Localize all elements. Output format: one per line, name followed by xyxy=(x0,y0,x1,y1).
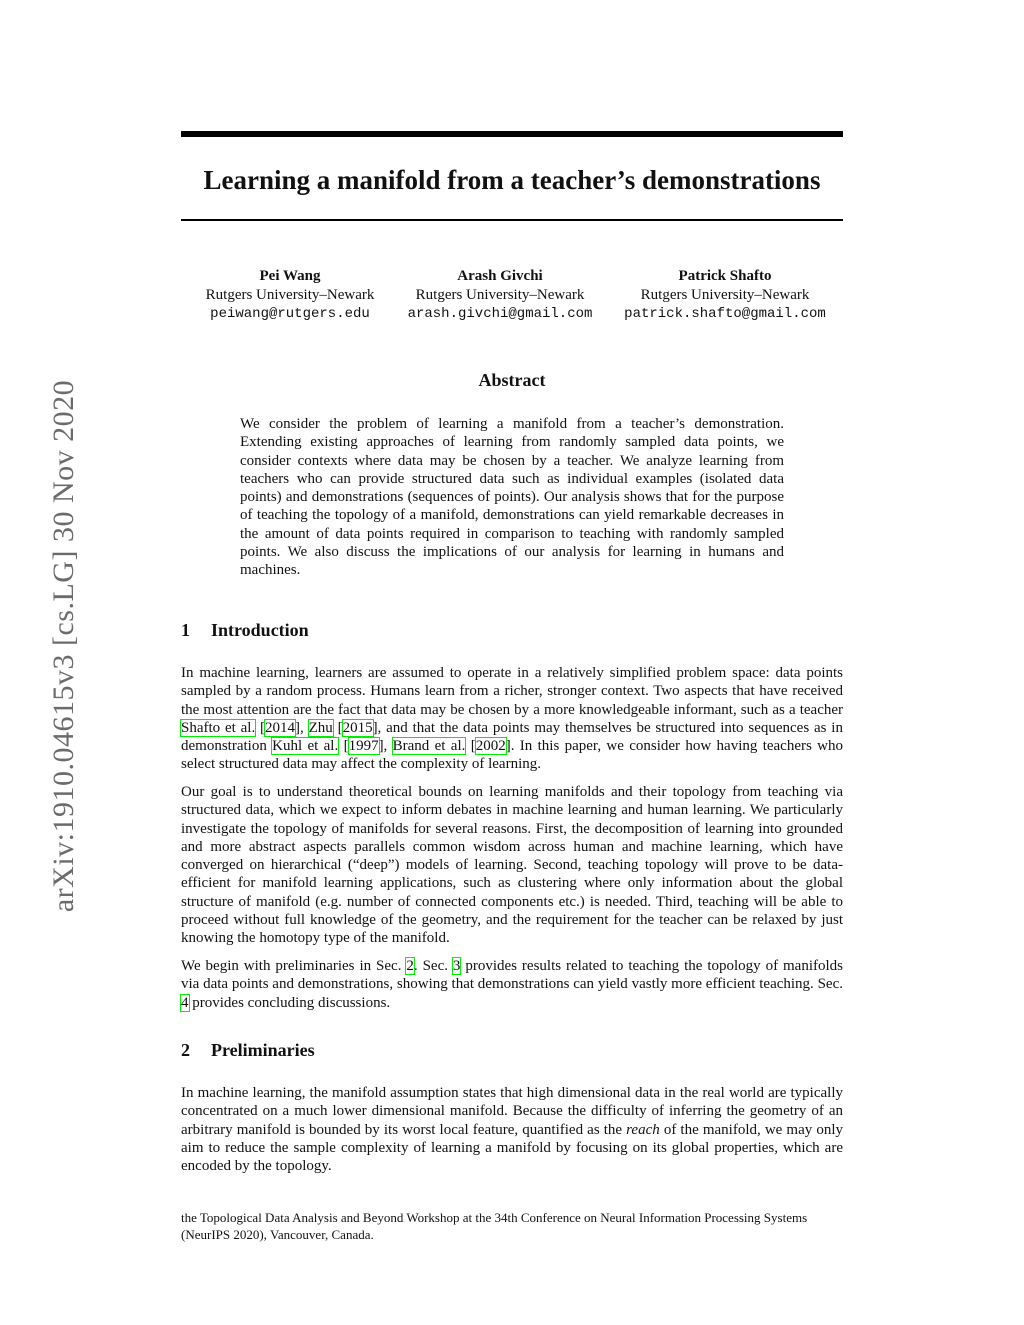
section-number: 2 xyxy=(181,1040,190,1060)
author-email[interactable]: peiwang@rutgers.edu xyxy=(210,306,370,322)
footnote: the Topological Data Analysis and Beyond Workshop at the 34th Conference on Neural Information Processing Systems (NeurIPS 2020), Vancouver, Canada. xyxy=(181,1210,808,1242)
citation-link[interactable]: Kuhl et al. xyxy=(272,738,339,755)
citation-year-link[interactable]: 1997 xyxy=(348,738,379,755)
citation-link[interactable]: Zhu xyxy=(308,719,333,736)
intro-paragraph-2: Our goal is to understand theoretical bounds on learning manifolds and their topology from teaching via structured data, which we expect to inform debates in machine learning and human learning. We particularly investigate the topology of manifolds for several reasons. First, the decomposition of learning into grounded and more abstract aspects parallels common wisdom across human and machine learning, which have converged on hierarchical (“deep”) models of learning. Second, teaching topology will prove to be data-efficient for manifold learning applications, such as clustering where only information about the global structure of manifold (e.g. number of connected components etc.) is needed. Third, teaching will be able to proceed without full knowledge of the geometry, and the requirement for the teacher can be relaxed by just knowing the homotopy type of the manifold. xyxy=(181,784,843,947)
section-title: Preliminaries xyxy=(211,1040,315,1060)
author-name: Pei Wang xyxy=(259,268,321,284)
author-name: Arash Givchi xyxy=(457,268,543,284)
author-affiliation: Rutgers University–Newark xyxy=(205,287,375,303)
citation-year-link[interactable]: 2015 xyxy=(342,719,373,736)
intro-paragraph-3: We begin with preliminaries in Sec. 2. Sec. 3 provides results related to teaching the topology of manifolds via data points and demonstrations, showing that demonstrations can yield vastly more efficient teaching. Sec. 4 provides concluding discussions. xyxy=(181,958,843,1011)
section-title: Introduction xyxy=(211,620,309,640)
author-affiliation: Rutgers University–Newark xyxy=(415,287,585,303)
abstract-text: We consider the problem of learning a manifold from a teacher’s demonstration. Extending existing approaches of learning from randomly sampled data points, we consider contexts where data may be chosen by a teacher. We analyze learning from teachers who can provide structured data such as individual examples (isolated data points) and demonstrations (sequences of points). Our analysis shows that for the purpose of teaching the topology of a manifold, demonstrations can yield remarkable decreases in the amount of data points required in comparison to teaching with randomly sampled points. We also discuss the implications of our analysis for learning in humans and machines. xyxy=(240,416,784,579)
author-affiliation: Rutgers University–Newark xyxy=(640,287,810,303)
title-rule-top xyxy=(181,131,843,137)
abstract-heading: Abstract xyxy=(478,370,546,390)
author-block xyxy=(175,267,405,324)
author-name: Patrick Shafto xyxy=(678,268,772,284)
intro-paragraph-1: In machine learning, learners are assumed to operate in a relatively simplified problem space: data points sampled by a random process. Humans learn from a richer, stronger context. Two aspects that have received the most attention are the fact that data may be chosen by a more knowledgeable informant, such as a teacher Shafto et al. [2014], Zhu [2015], and that the data points may themselves be structured into sequences as in demonstration Kuhl et al. [1997], Brand et al. [2002]. In this paper, we consider how having teachers who select structured data may affect the complexity of learning. xyxy=(181,665,843,773)
citation-link[interactable]: Brand et al. xyxy=(392,738,466,755)
emphasis-term: reach xyxy=(626,1121,660,1138)
author-block xyxy=(385,267,615,324)
paper-title: Learning a manifold from a teacher’s demonstrations xyxy=(203,165,821,195)
section-heading-introduction xyxy=(181,620,309,641)
section-ref-link[interactable]: 4 xyxy=(181,994,189,1011)
citation-year-link[interactable]: 2014 xyxy=(265,719,296,736)
author-email[interactable]: patrick.shafto@gmail.com xyxy=(624,306,826,322)
section-ref-link[interactable]: 3 xyxy=(452,958,461,974)
prelim-paragraph-1: In machine learning, the manifold assumption states that high dimensional data in the real world are typically concentrated on a much lower dimensional manifold. Because the difficulty of inferring the geometry of an arbitrary manifold is bounded by its worst local feature, quantified as the reach of the manifold, we may only aim to reduce the sample complexity of learning a manifold by focusing on its global properties, which are encoded by the topology. xyxy=(181,1085,843,1175)
arxiv-stamp: arXiv:1910.04615v3 [cs.LG] 30 Nov 2020 xyxy=(47,379,80,913)
title-rule-bottom xyxy=(181,219,843,221)
section-heading-preliminaries xyxy=(181,1040,315,1061)
section-ref-link[interactable]: 2 xyxy=(406,958,414,974)
citation-link[interactable]: Shafto et al. xyxy=(181,719,256,736)
citation-year-link[interactable]: 2002 xyxy=(475,738,506,755)
author-block xyxy=(610,267,840,324)
author-email[interactable]: arash.givchi@gmail.com xyxy=(407,306,593,322)
section-number: 1 xyxy=(181,620,190,640)
